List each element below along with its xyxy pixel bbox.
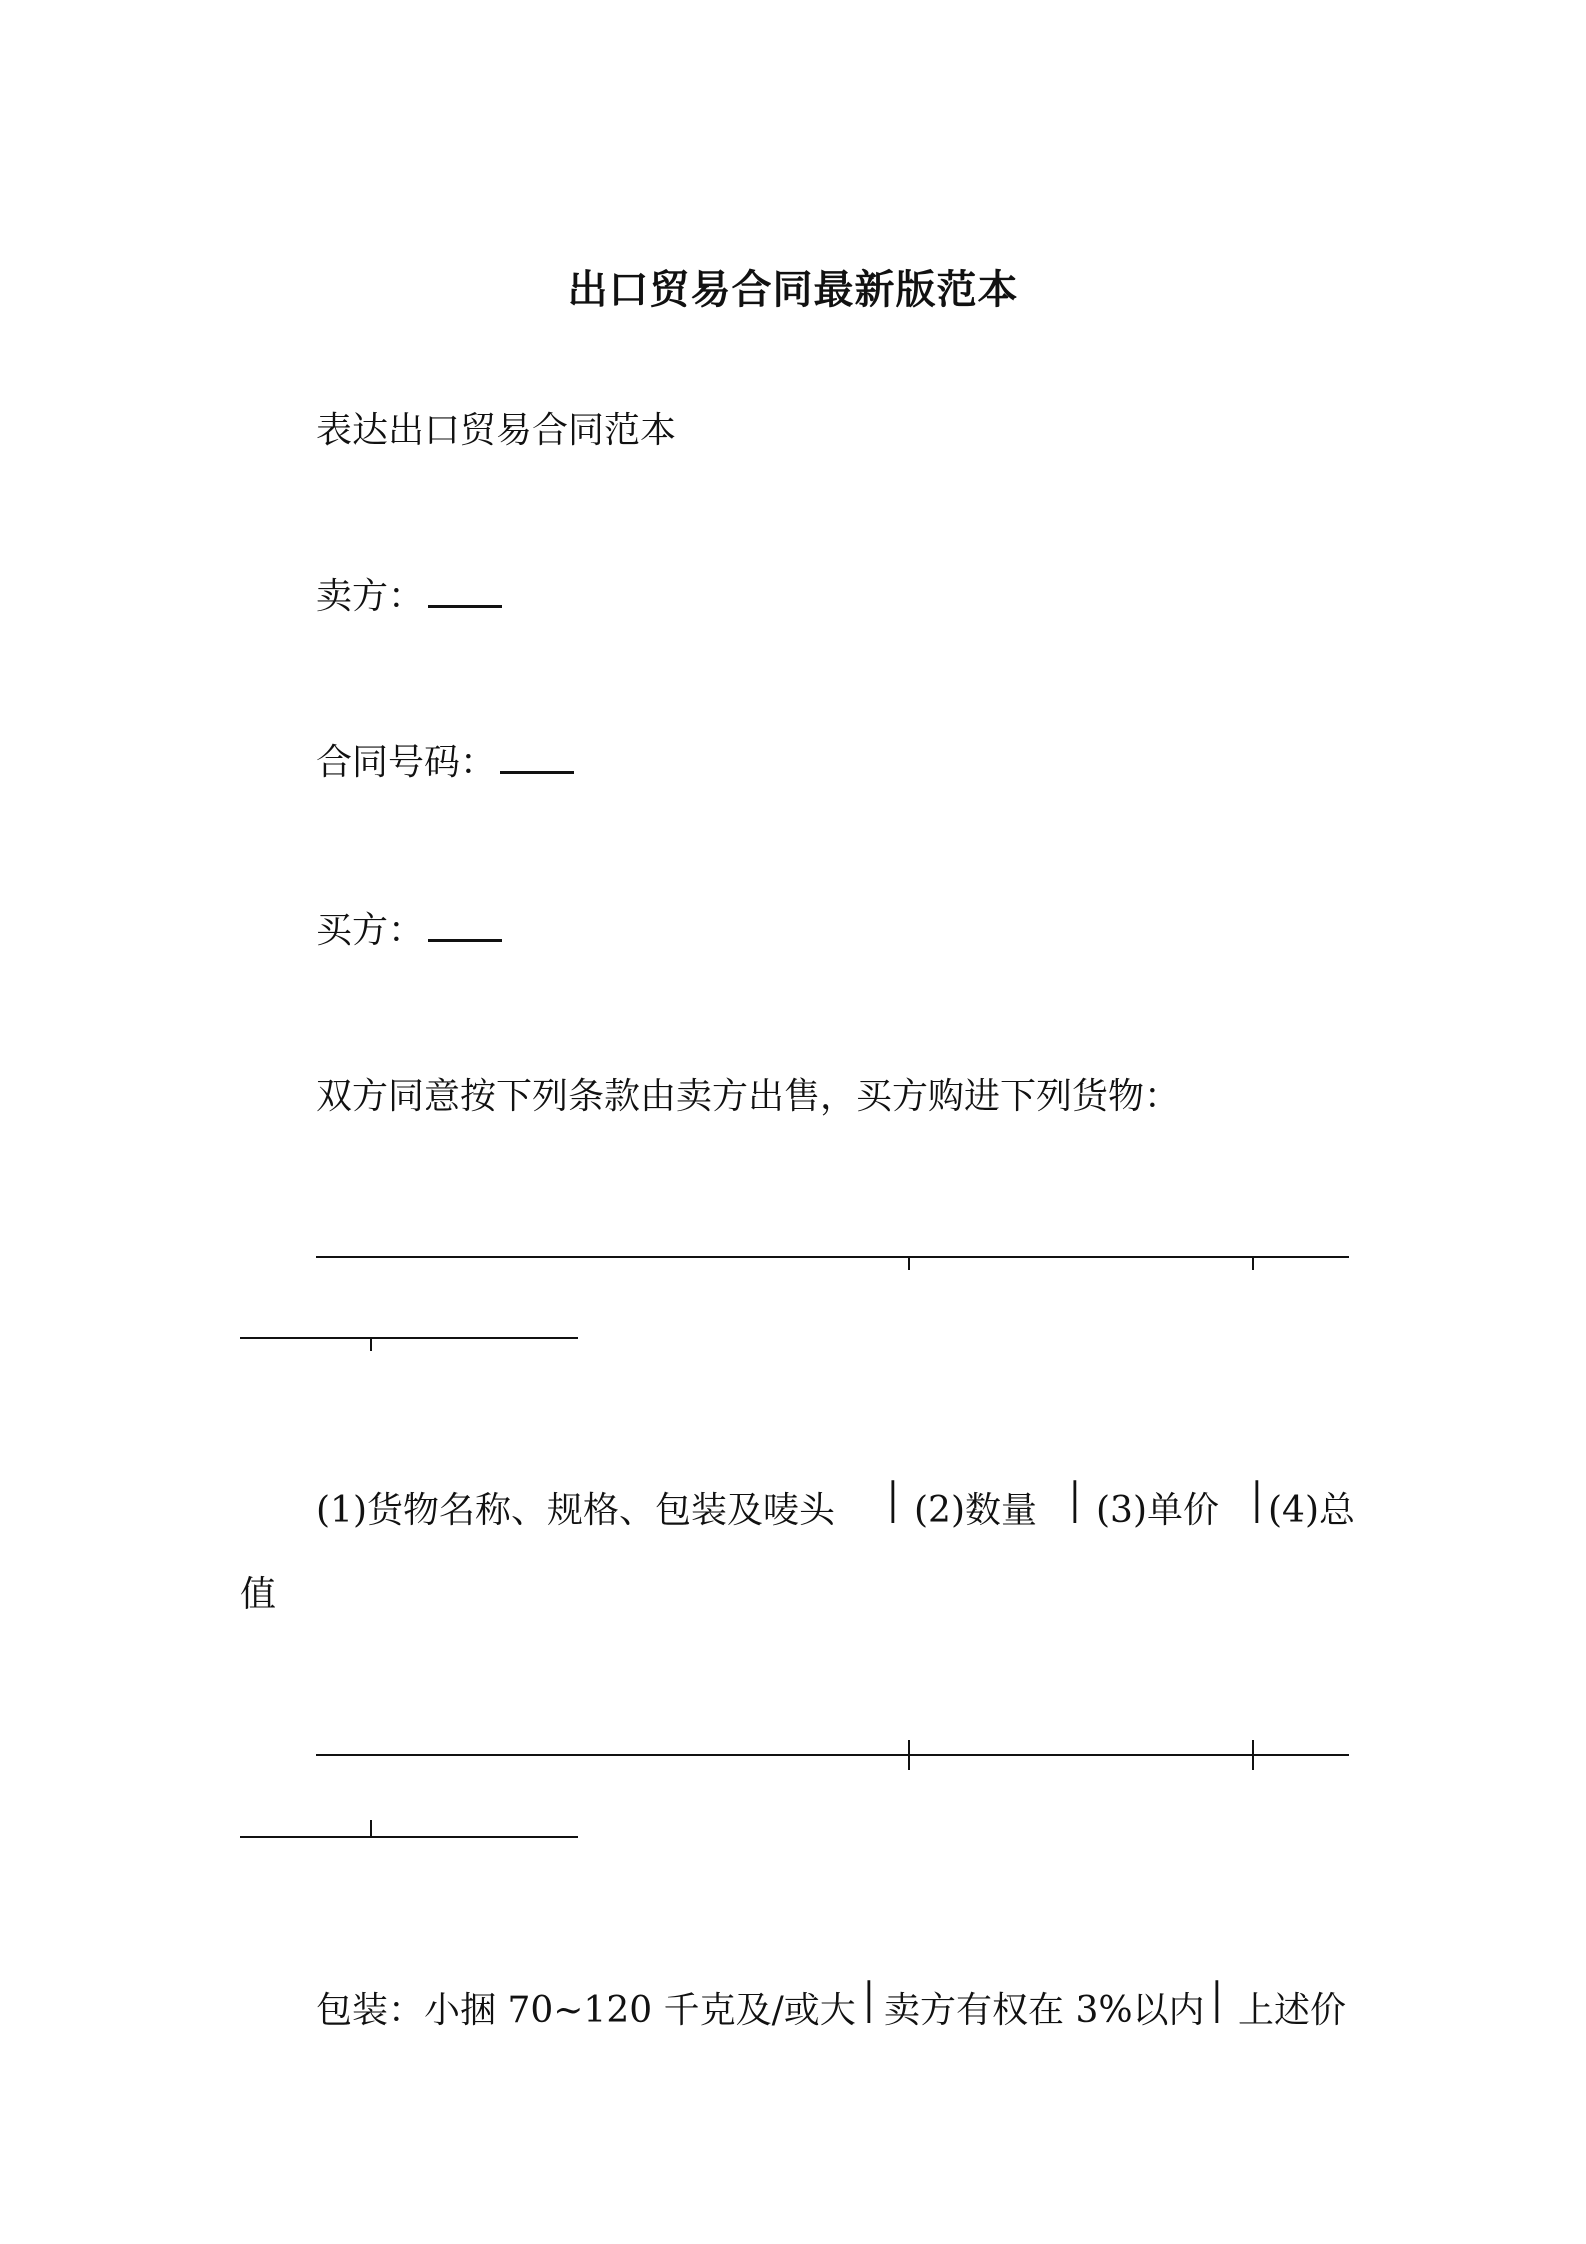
header-unit-price: (3)单价 [1096,1490,1219,1531]
seller-blank-field[interactable] [428,575,502,608]
table-top-rule-wrap [240,1337,578,1339]
contract-number-blank-field[interactable] [500,741,574,774]
table-mid-cross-2 [1252,1740,1254,1770]
contract-number-line [316,734,574,785]
seller-label: 卖方： [316,576,425,617]
column-separator: │ [858,1982,880,2023]
table-mid-rule-wrap [240,1836,578,1838]
table-top-tick-1 [908,1256,910,1270]
column-separator: │ [1206,1982,1228,2023]
packing-description: 包装：小捆 70~120 千克及/或大 [316,1990,856,2031]
column-separator: │ [1246,1482,1268,1523]
seller-line [316,568,502,619]
header-total-value-wrap: 值 [240,1574,277,1615]
table-top-rule [316,1256,1349,1258]
header-total-value: (4)总 [1268,1490,1355,1531]
buyer-line [316,902,502,953]
column-separator: │ [882,1482,904,1523]
table-mid-wrap-tick [370,1820,372,1836]
document-title: 出口贸易合同最新版范本 [567,266,1019,313]
table-top-tick-2 [1252,1256,1254,1270]
table-mid-cross-1 [908,1740,910,1770]
column-separator: │ [1064,1482,1086,1523]
header-quantity: (2)数量 [914,1490,1037,1531]
document-subtitle: 表达出口贸易合同范本 [316,410,677,451]
buyer-blank-field[interactable] [428,909,502,942]
table-mid-rule [316,1754,1349,1756]
contract-number-label: 合同号码： [316,742,497,783]
agreement-text: 双方同意按下列条款由卖方出售，买方购进下列货物： [316,1076,1181,1117]
price-text: 上述价 [1238,1990,1347,2031]
buyer-label: 买方： [316,910,425,951]
seller-option-text: 卖方有权在 3%以内 [884,1990,1205,2031]
table-top-wrap-tick [370,1337,372,1351]
header-goods-description: (1)货物名称、规格、包装及唛头 [316,1490,835,1531]
